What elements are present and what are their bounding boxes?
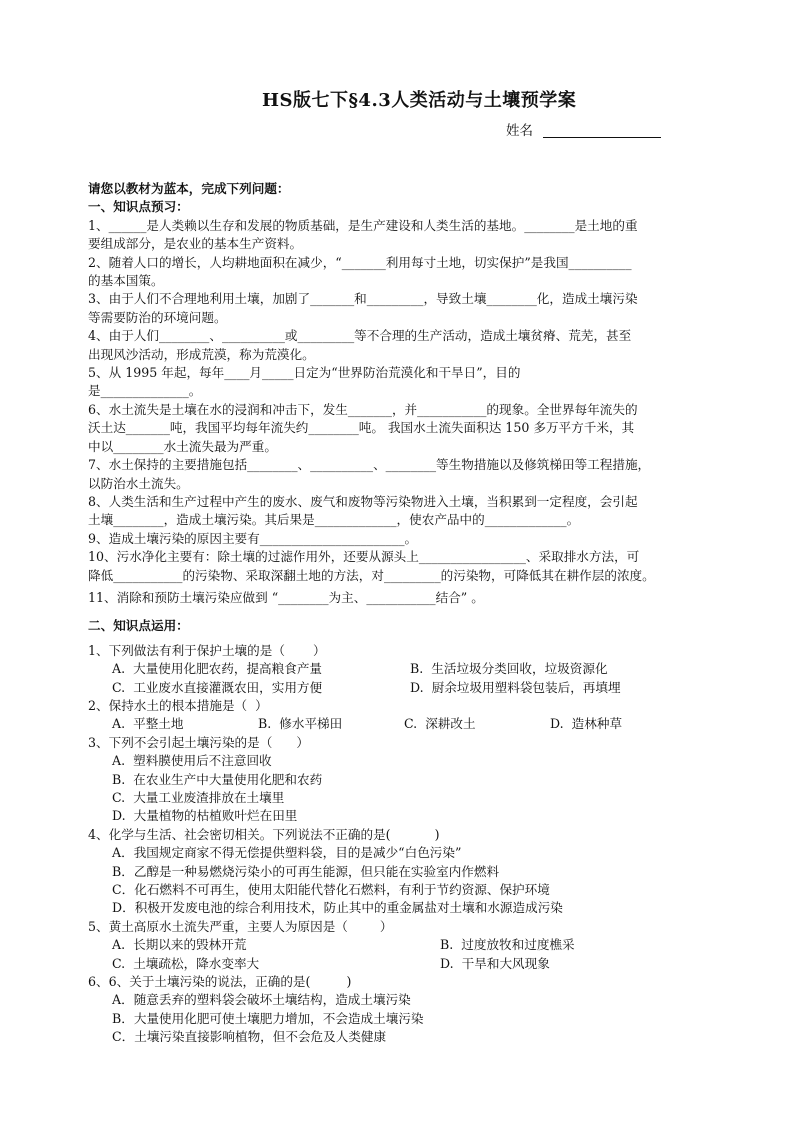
answer-option[interactable]: B．乙醇是一种易燃烧污染小的可再生能源，但只能在实验室内作燃料	[112, 863, 500, 879]
answer-option[interactable]: D．积极开发废电池的综合利用技术，防止其中的重金属盐对土壤和水源造成污染	[112, 900, 563, 916]
s1-line: 以防治水土流失。	[88, 475, 189, 491]
question-stem: 1、下列做法有利于保护土壤的是（ ）	[88, 642, 326, 658]
answer-option[interactable]: D. 干旱和大风现象	[440, 955, 550, 971]
worksheet-content	[88, 180, 708, 1047]
answer-option[interactable]: B. 过度放牧和过度樵采	[440, 937, 575, 953]
page-title: HS版七下§4.3人类活动与土壤预学案	[262, 90, 577, 111]
s1-line: 1、______是人类赖以生存和发展的物质基础，是生产建设和人类生活的基地。________是土地的重	[88, 217, 638, 233]
section2-heading: 二、知识点运用：	[88, 618, 189, 634]
option-row	[88, 936, 708, 954]
answer-option[interactable]: B. 在农业生产中大量使用化肥和农药	[112, 771, 323, 787]
answer-option[interactable]: C．化石燃料不可再生，使用太阳能代替化石燃料，有利于节约资源、保护环境	[112, 881, 550, 897]
name-field	[506, 119, 661, 139]
answer-option[interactable]: D. 厨余垃圾用塑料袋包装后，再填埋	[410, 679, 621, 695]
s1-line: 的基本国策。	[88, 273, 164, 289]
answer-option[interactable]: B. 生活垃圾分类回收，垃圾资源化	[410, 661, 608, 677]
answer-option[interactable]: A．我国规定商家不得无偿提供塑料袋，目的是减少“白色污染”	[112, 845, 462, 861]
section1-lines	[88, 217, 708, 585]
question-block	[88, 973, 708, 1047]
name-blank-line[interactable]	[543, 123, 661, 138]
s1-line: 9、造成土壤污染的原因主要有_______________________。	[88, 530, 418, 546]
s1-line: 要组成部分，是农业的基本生产资料。	[88, 236, 303, 252]
s1-line: 等需要防治的环境问题。	[88, 309, 227, 325]
s1-line-11: 11、消除和预防土壤污染应做到 “________为主、___________结合” 。	[88, 589, 484, 605]
s1-line: 7、水土保持的主要措施包括________、__________、________等生物措施以及修筑梯田等工程措施，	[88, 457, 651, 473]
s1-line: 土壤________，造成土壤污染。其后果是_____________，使农产品中的_____________。	[88, 512, 580, 528]
question-block	[88, 826, 708, 918]
question-stem: 5、黄土高原水土流失严重，主要人为原因是（ ）	[88, 918, 393, 934]
s1-line: 2、随着人口的增长，人均耕地面积在减少，“_______利用每寸土地，切实保护”是我国__________	[88, 254, 632, 270]
s1-line: 是______________。	[88, 383, 202, 399]
s1-line: 沃土达_______吨，我国平均每年流失约________吨。 我国水土流失面积达 150 多万平方千米，其	[88, 420, 635, 436]
question-block	[88, 918, 708, 973]
question-stem: 6、6、关于土壤污染的说法，正确的是( )	[88, 973, 352, 989]
option-row	[88, 660, 708, 678]
answer-option[interactable]: A. 大量使用化肥农药，提高粮食产量	[112, 661, 323, 677]
answer-option[interactable]: C. 大量工业废渣排放在土壤里	[112, 789, 285, 805]
s1-line: 10、污水净化主要有：除土壤的过滤作用外，还要从源头上_________________、采取排水方法，可	[88, 549, 640, 565]
answer-option[interactable]: A. 塑料膜使用后不注意回收	[112, 753, 272, 769]
answer-option[interactable]: D. 大量植物的枯植败叶烂在田里	[112, 808, 298, 824]
question-list	[88, 642, 708, 1047]
answer-option[interactable]: A. 长期以来的毁林开荒	[112, 937, 247, 953]
question-stem: 2、保持水土的根本措施是（ ）	[88, 697, 268, 713]
answer-option[interactable]: C. 工业废水直接灌溉农田，实用方便	[112, 679, 323, 695]
answer-option[interactable]: A. 平整土地	[112, 716, 184, 732]
question-block	[88, 642, 708, 697]
question-stem: 4、化学与生活、社会密切相关。下列说法不正确的是( )	[88, 826, 440, 842]
answer-option[interactable]: B．大量使用化肥可使土壤肥力增加，不会造成土壤污染	[112, 1010, 424, 1026]
question-stem: 3、下列不会引起土壤污染的是（ ）	[88, 734, 309, 750]
instruction-text: 请您以教材为蓝本，完成下列问题：	[88, 181, 290, 196]
s1-line: 降低___________的污染物、采取深翻土地的方法，对_________的污染物，可降低其在耕作层的浓度。	[88, 567, 655, 583]
question-block	[88, 697, 708, 734]
answer-option[interactable]: A．随意丢弃的塑料袋会破坏土壤结构，造成土壤污染	[112, 992, 411, 1008]
answer-option[interactable]: B. 修水平梯田	[258, 716, 343, 732]
answer-option[interactable]: C. 土壤疏松，降水变率大	[112, 955, 260, 971]
answer-option[interactable]: C．土壤污染直接影响植物，但不会危及人类健康	[112, 1029, 387, 1045]
answer-option[interactable]: D. 造林种草	[550, 716, 623, 732]
name-label: 姓名	[506, 123, 533, 139]
s1-line: 4、由于人们________、__________或_________等不合理的生产活动，造成土壤贫瘠、荒芜，甚至	[88, 328, 632, 344]
option-row	[88, 955, 708, 973]
section1-heading: 一、知识点预习：	[88, 199, 189, 215]
s1-line: 中以________水土流失最为严重。	[88, 438, 277, 454]
s1-line: 出现风沙活动，形成荒漠，称为荒漠化。	[88, 346, 315, 362]
option-row	[88, 679, 708, 697]
s1-line: 6、水土流失是土壤在水的浸润和冲击下，发生_______，并___________的现象。全世界每年流失的	[88, 401, 638, 417]
s1-line: 5、从 1995 年起，每年____月_____日定为“世界防治荒漠化和干旱日”，目的	[88, 365, 521, 381]
option-row	[88, 715, 708, 733]
s1-line: 8、人类生活和生产过程中产生的废水、废气和废物等污染物进入土壤，当积累到一定程度，会引起	[88, 493, 638, 509]
s1-line: 3、由于人们不合理地利用土壤，加剧了_______和_________，导致土壤________化，造成土壤污染	[88, 291, 638, 307]
answer-option[interactable]: C. 深耕改土	[404, 716, 476, 732]
question-block	[88, 734, 708, 826]
